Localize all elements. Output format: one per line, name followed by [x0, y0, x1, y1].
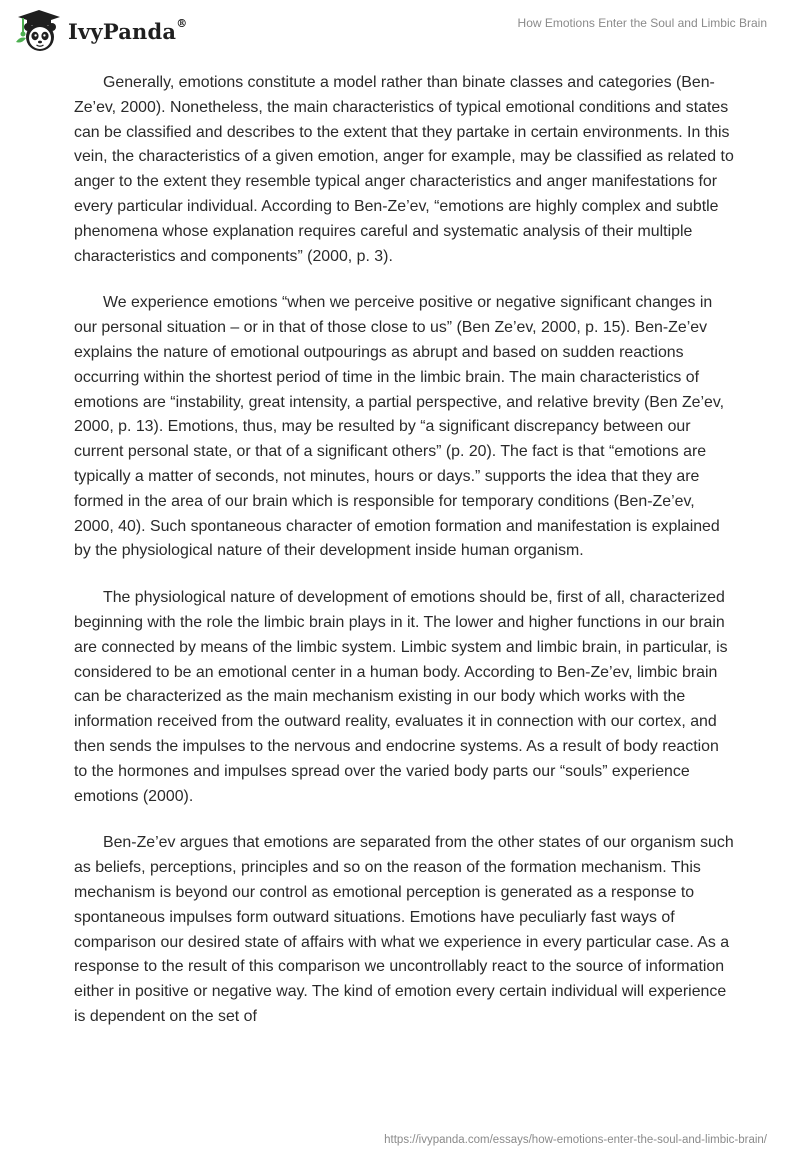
paragraph: The physiological nature of development of emotions should be, first of all, characterized beginning with the role the limbic brain plays in it. The lower and higher functions in our brain are connected by means of the limbic system. Limbic system and limbic brain, in particular, is considered to be an emotional center in a human body. According to Ben-Ze’ev, limbic brain can be characterized as the main mechanism existing in our body which works with the information received from the outward reality, evaluates it in connection with our cortex, and then sends the impulses to the nervous and endocrine systems. As a result of body reaction to the hormones and impulses spread over the varied body parts our “souls” experience emotions (2000).: [74, 589, 728, 805]
registered-mark: ®: [176, 16, 188, 30]
panda-graduate-icon: [14, 8, 64, 54]
ivypanda-logo[interactable]: [14, 8, 187, 54]
document-title: How Emotions Enter the Soul and Limbic Brain: [517, 16, 767, 30]
paragraph: Generally, emotions constitute a model rather than binate classes and categories (Ben-Ze’ev, 2000). Nonetheless, the main characteristics of typical emotional conditions and states can be classified and describes to the extent that they partake in certain environments. In this vein, the characteristics of a given emotion, anger for example, may be classified as related to anger to the extent they resemble typical anger characteristics and anger manifestations for every particular individual. According to Ben-Ze’ev, “emotions are highly complex and subtle phenomena whose explanation requires careful and systematic analysis of their multiple characteristics and components” (2000, p. 3).: [74, 74, 734, 265]
brand-name: IvyPanda®: [68, 16, 188, 44]
source-url[interactable]: https://ivypanda.com/essays/how-emotions-enter-the-soul-and-limbic-brain/: [384, 1134, 767, 1146]
essay-body: [74, 71, 734, 1052]
page-header: [0, 0, 800, 60]
paragraph: We experience emotions “when we perceive positive or negative significant changes in our personal situation – or in that of those close to us” (Ben Ze’ev, 2000, p. 15). Ben-Ze’ev explains the nature of emotional outpourings as abrupt and based on sudden reactions occurring within the shortest period of time in the limbic brain. The main characteristics of emotions are “instability, great intensity, a partial perspective, and relative brevity (Ben Ze’ev, 2000, p. 13). Emotions, thus, may be resulted by “a significant discrepancy between our current personal state, or that of a significant others” (p. 20). The fact is that “emotions are typically a matter of seconds, not minutes, hours or days.” supports the idea that they are formed in the area of our brain which is responsible for temporary conditions (Ben-Ze’ev, 2000, 40). Such spontaneous character of emotion formation and manifestation is explained by the physiological nature of their development inside human organism.: [74, 294, 725, 560]
paragraph: Ben-Ze’ev argues that emotions are separated from the other states of our organism such as beliefs, perceptions, principles and so on the reason of the formation mechanism. This mechanism is beyond our control as emotional perception is generated as a response to spontaneous impulses form outward situations. Emotions have peculiarly fast ways of comparison our desired state of affairs with what we experience in every particular case. As a response to the result of this comparison we uncontrollably react to the source of information either in positive or negative way. The kind of emotion every certain individual will experience is dependent on the set of: [74, 834, 734, 1025]
